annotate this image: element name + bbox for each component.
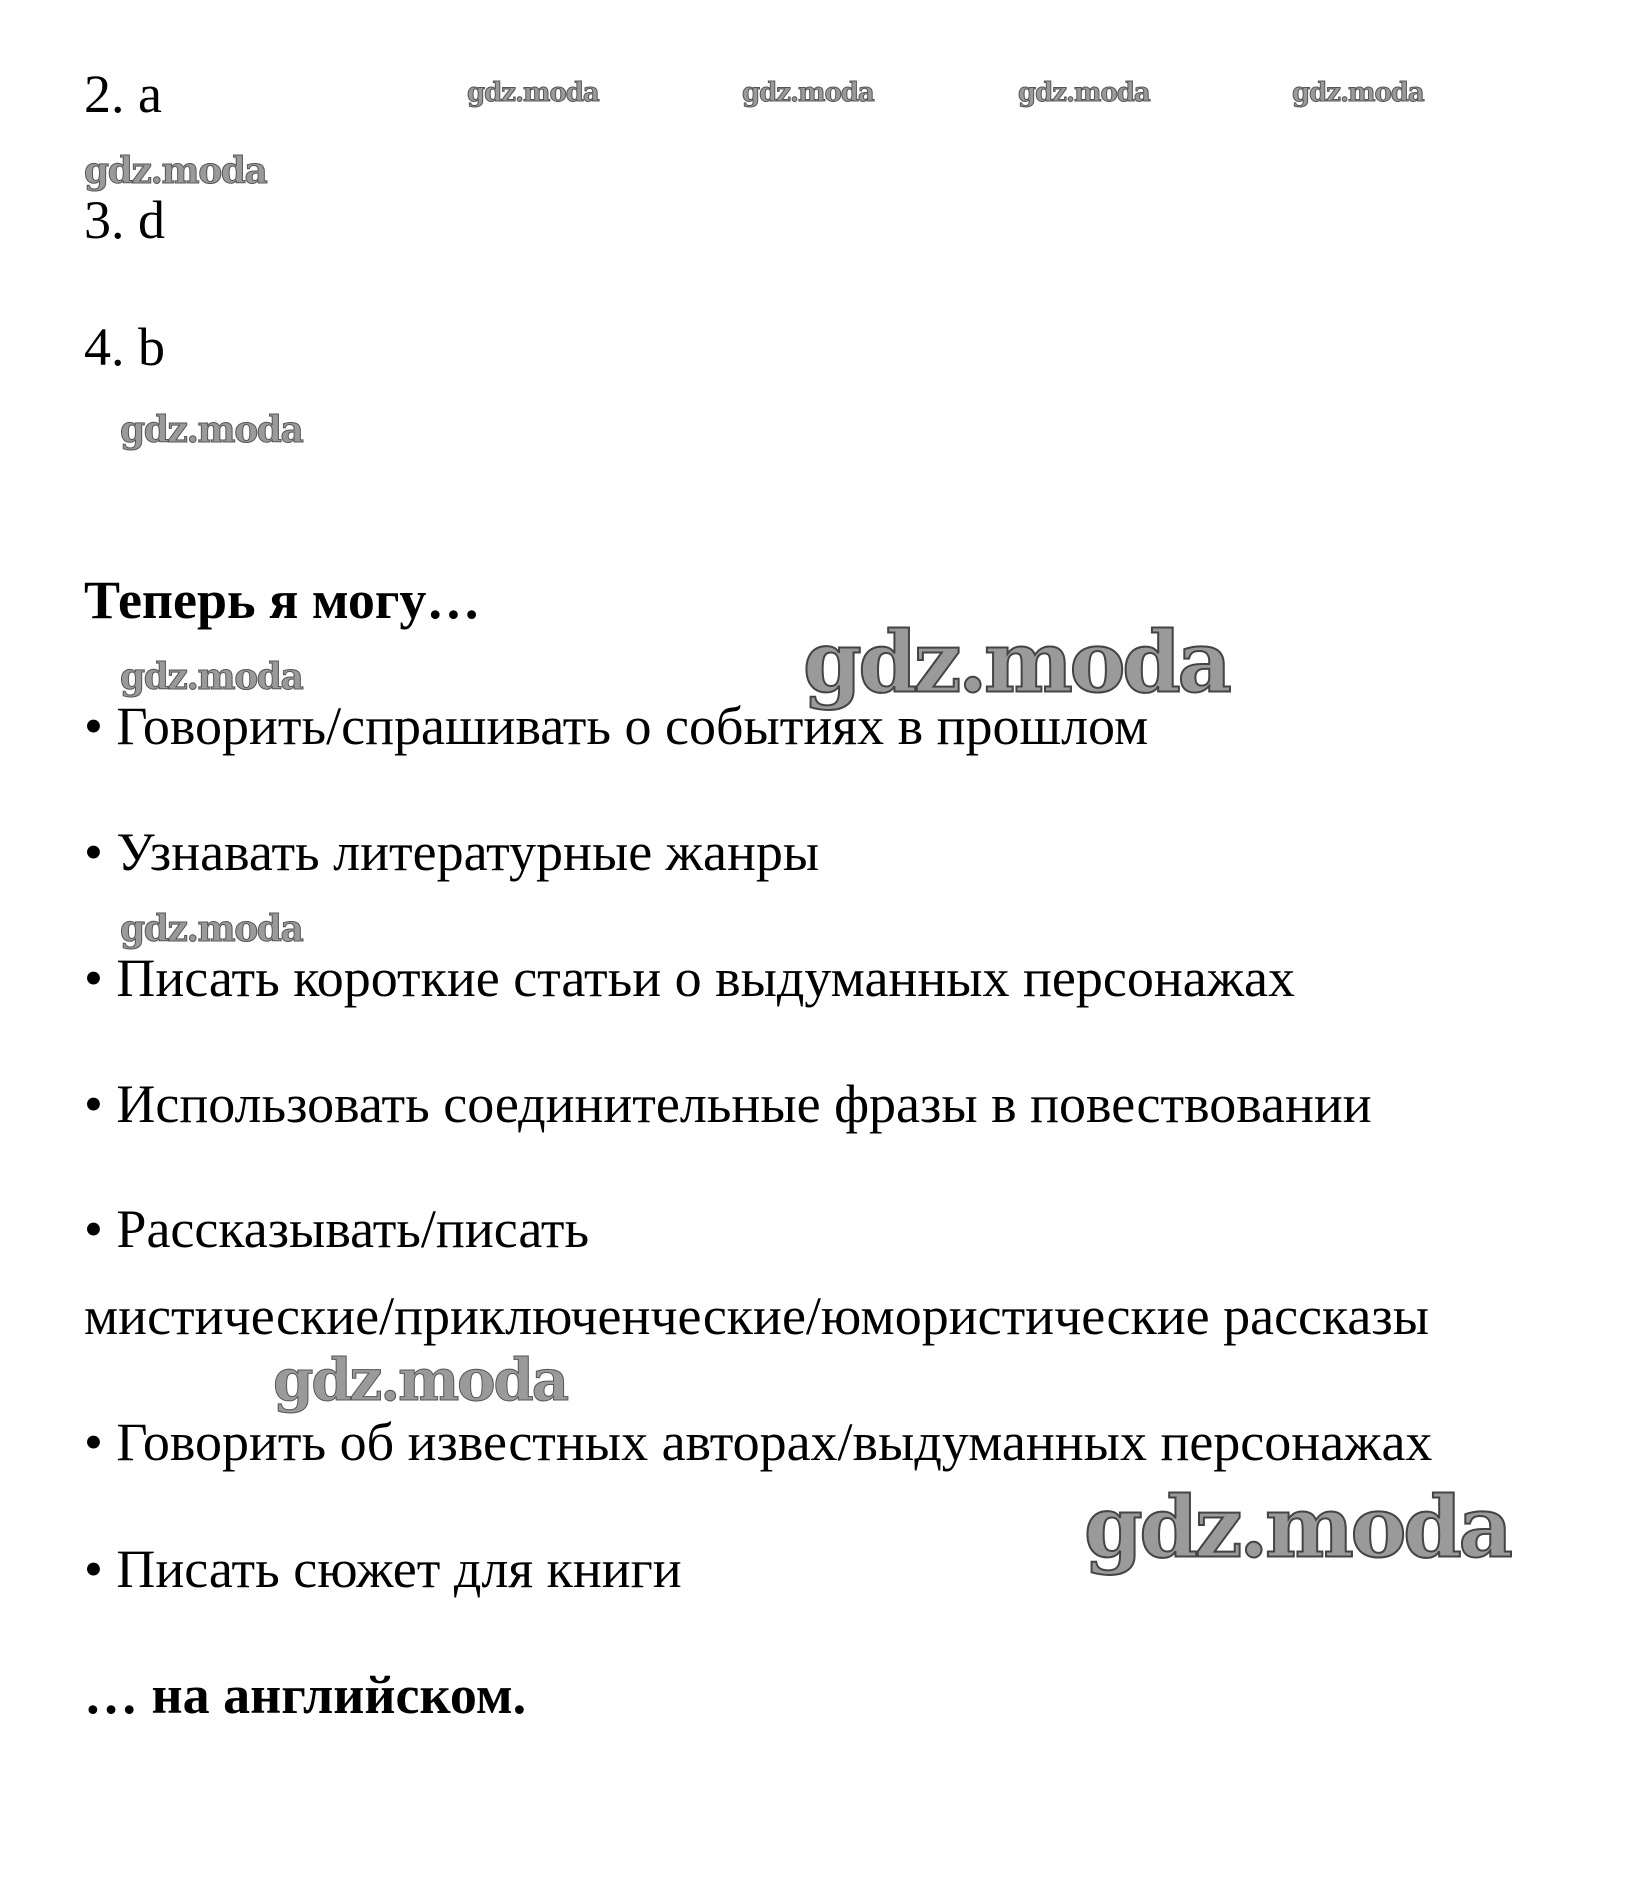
watermark: gdz.moda	[120, 409, 303, 451]
bullet-item: • Говорить об известных авторах/выдуманных персонажах	[84, 1412, 1433, 1472]
watermark: gdz.moda	[120, 656, 303, 698]
bullet-item-continuation: мистические/приключенческие/юмористические рассказы	[84, 1286, 1430, 1346]
closing-text: … на английском.	[84, 1665, 527, 1725]
watermark: gdz.moda	[120, 908, 303, 950]
watermark: gdz.moda	[467, 78, 599, 108]
bullet-item: • Писать короткие статьи о выдуманных персонажах	[84, 948, 1295, 1008]
answer-4: 4. b	[84, 317, 165, 377]
watermark: gdz.moda	[1084, 1477, 1510, 1577]
bullet-item: • Рассказывать/писать	[84, 1199, 590, 1259]
watermark: gdz.moda	[1018, 78, 1150, 108]
bullet-item: • Узнавать литературные жанры	[84, 822, 820, 882]
watermark: gdz.moda	[803, 612, 1229, 712]
watermark: gdz.moda	[273, 1346, 567, 1414]
watermark: gdz.moda	[1292, 78, 1424, 108]
watermark: gdz.moda	[84, 150, 267, 192]
bullet-item: • Писать сюжет для книги	[84, 1539, 682, 1599]
answer-3: 3. d	[84, 190, 165, 250]
answer-2: 2. a	[84, 64, 162, 124]
bullet-item: • Использовать соединительные фразы в повествовании	[84, 1074, 1372, 1134]
watermark: gdz.moda	[742, 78, 874, 108]
bullet-item: • Говорить/спрашивать о событиях в прошлом	[84, 696, 1149, 756]
section-heading: Теперь я могу…	[84, 570, 481, 630]
